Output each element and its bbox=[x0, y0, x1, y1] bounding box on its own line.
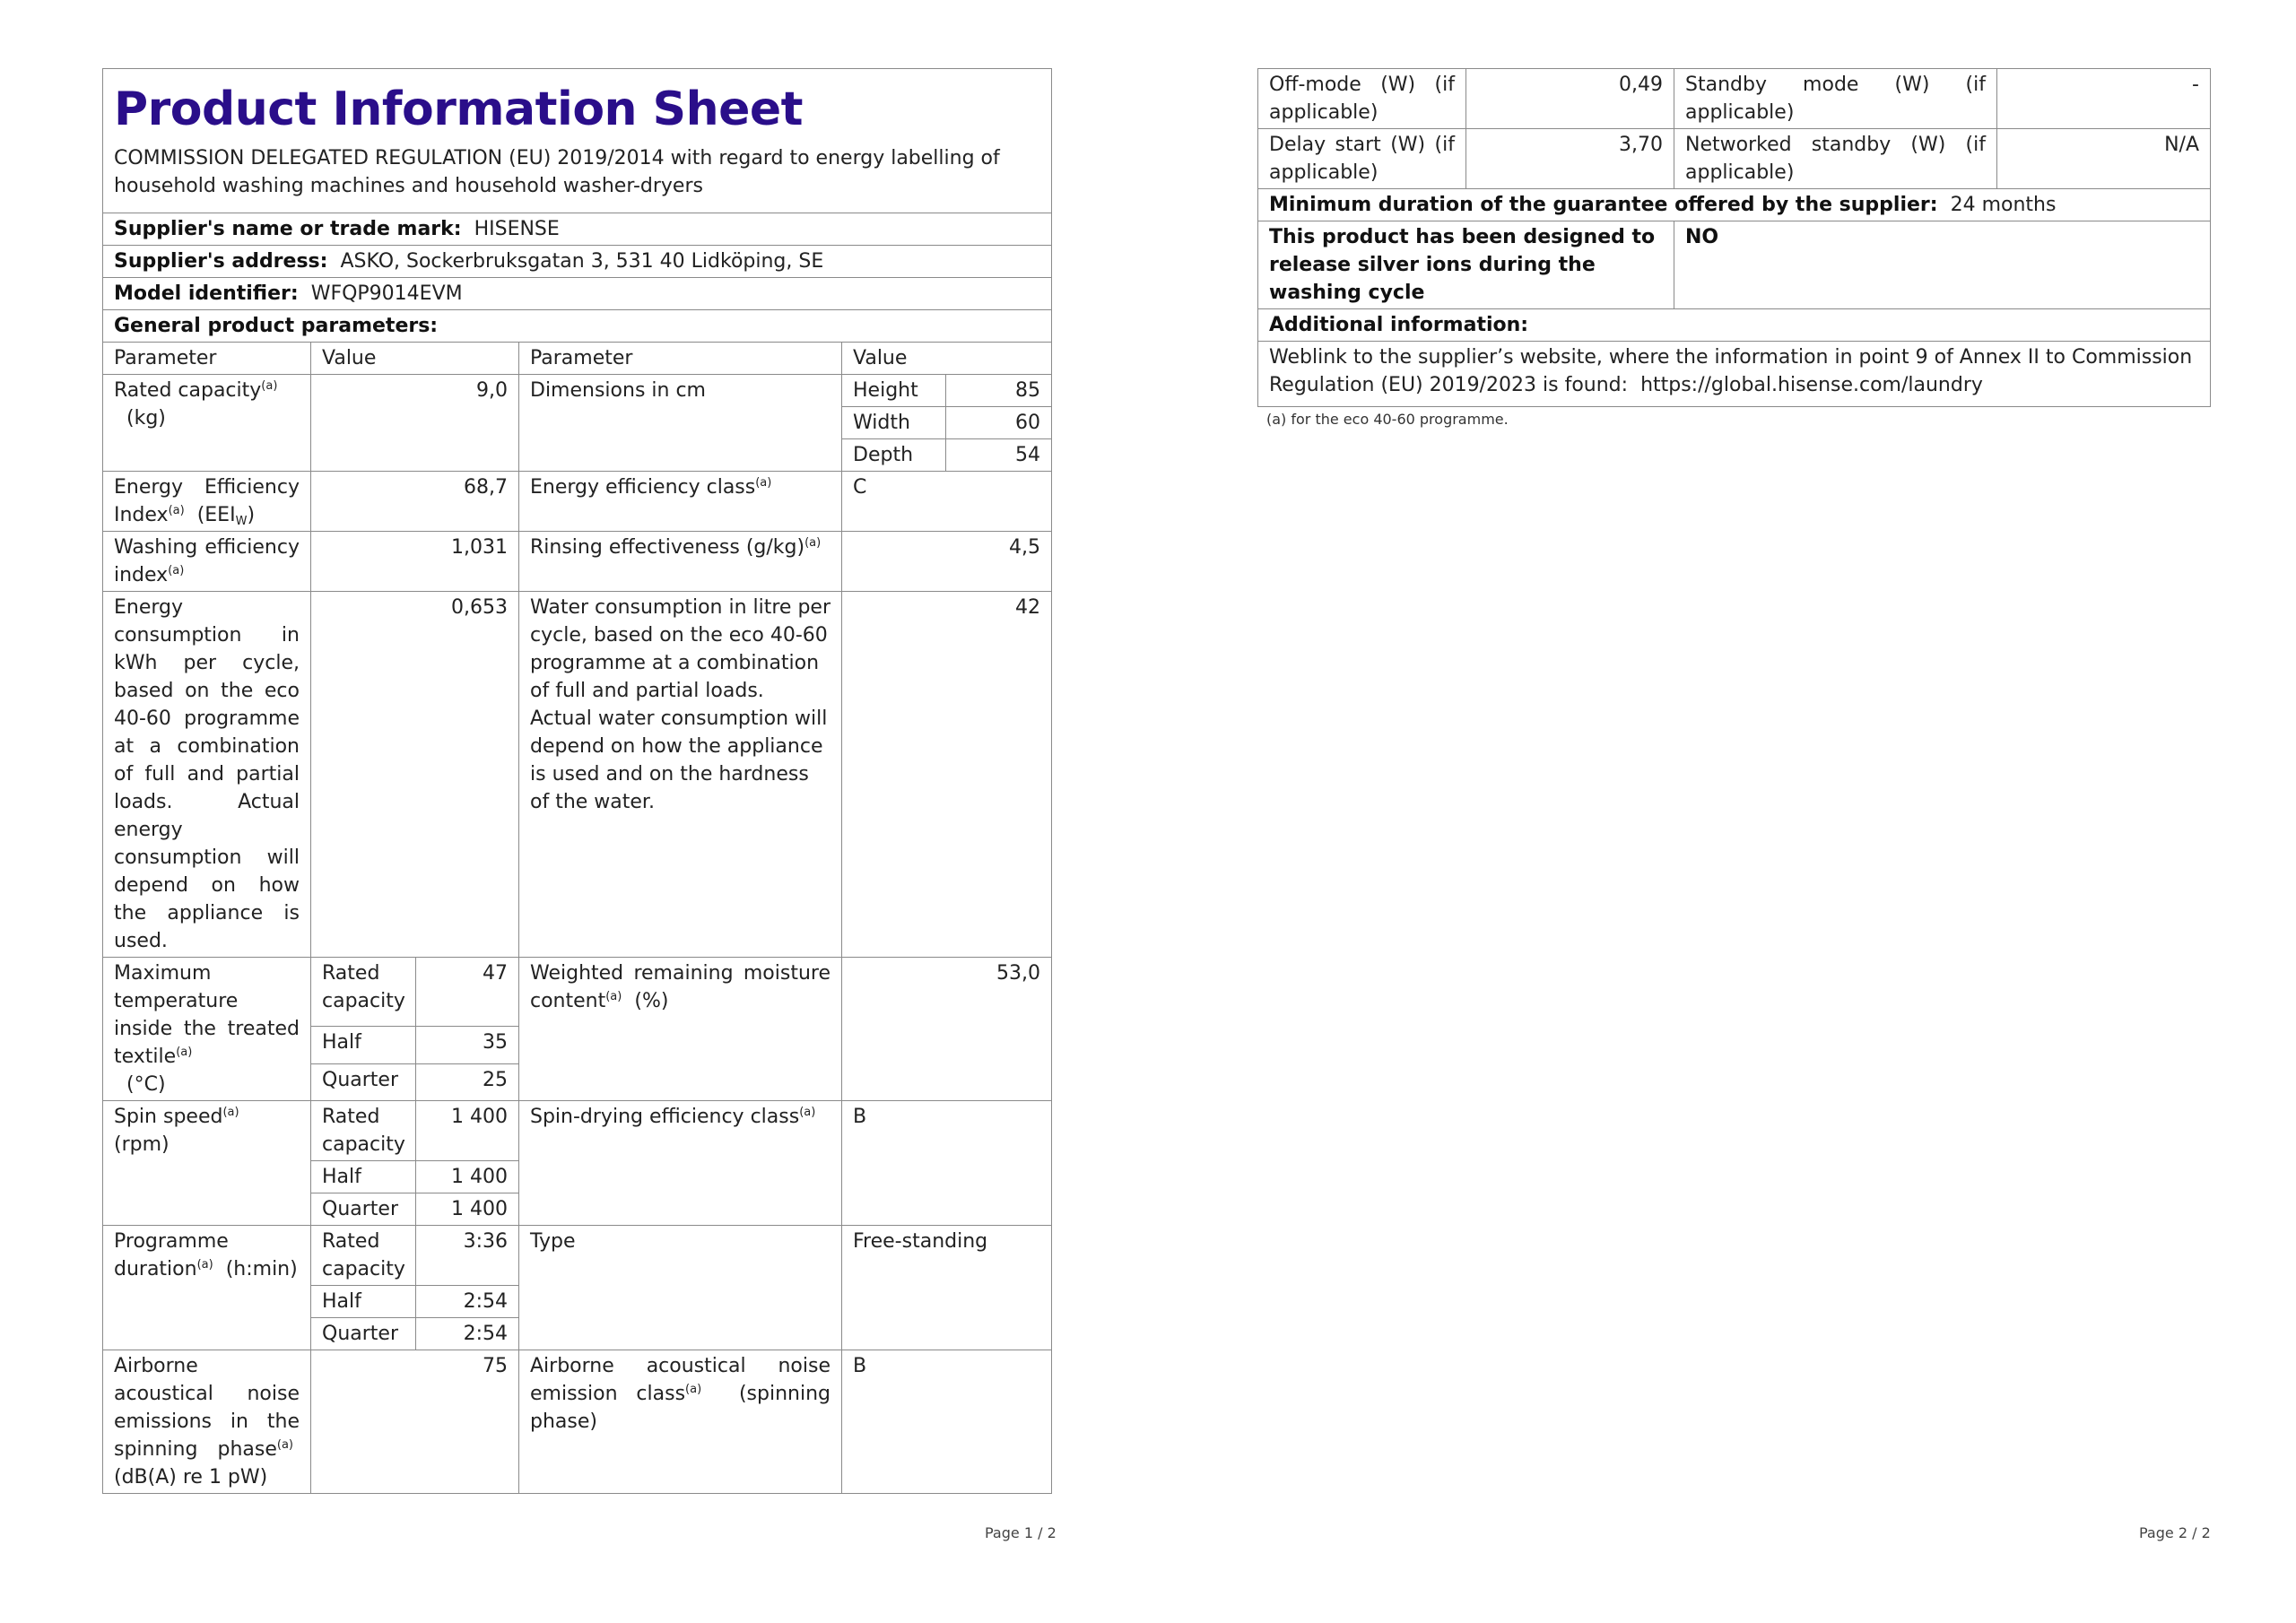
offmode-value: 0,49 bbox=[1466, 69, 1674, 129]
standby-label: Standby mode (W) (if applicable) bbox=[1674, 69, 1997, 129]
noise-class-label: Airborne acoustical noise emission class$^{(a)}$ (spinning phase) bbox=[519, 1350, 842, 1494]
weblink-text: Weblink to the supplier’s website, where the information in point 9 of Annex II to Commission Regulation (EU) 2019/2023 is found: bbox=[1269, 346, 2193, 396]
spin-rated-label: Rated capacity bbox=[311, 1101, 416, 1161]
noise-label: Airborne acoustical noise emissions in the spinning phase$^{(a)}$ (dB(A) re 1 pW) bbox=[103, 1350, 311, 1494]
noise-class-value: B bbox=[842, 1350, 1052, 1494]
col-parameter: Parameter bbox=[103, 343, 311, 375]
col-value: Value bbox=[311, 343, 519, 375]
footnote: (a) for the eco 40-60 programme. bbox=[1266, 411, 1509, 428]
spin-class-label: Spin-drying efficiency class$^{(a)}$ bbox=[519, 1101, 842, 1226]
dur-rated-value: 3:36 bbox=[416, 1226, 519, 1286]
spin-quarter-value: 1 400 bbox=[416, 1193, 519, 1226]
delay-start-label: Delay start (W) (if applicable) bbox=[1258, 129, 1466, 189]
width-label: Width bbox=[842, 407, 946, 439]
spin-class-value: B bbox=[842, 1101, 1052, 1226]
temp-half-value: 35 bbox=[416, 1027, 519, 1063]
rinsing-label: Rinsing effectiveness $(g/kg)^{(a)}$ bbox=[519, 532, 842, 592]
duration-label: Programme duration$^{(a)}$ (h:min) bbox=[103, 1226, 311, 1350]
moisture-value: 53,0 bbox=[842, 958, 1052, 1101]
column-header-row bbox=[103, 343, 1052, 375]
supplier-address: ASKO, Sockerbruksgatan 3, 531 40 Lidköping, SE bbox=[340, 250, 824, 273]
page-number-1: Page 1 / 2 bbox=[985, 1524, 1057, 1541]
standby-value: - bbox=[1997, 69, 2211, 129]
page-number-2: Page 2 / 2 bbox=[2139, 1524, 2211, 1541]
supplier-address-row bbox=[103, 246, 1052, 278]
spin-quarter-label: Quarter bbox=[311, 1193, 416, 1226]
dimensions-label: Dimensions in cm bbox=[519, 375, 842, 472]
supplier-name-label: Supplier's name or trade mark: bbox=[114, 218, 462, 240]
weblink-url[interactable]: https://global.hisense.com/laundry bbox=[1640, 374, 1983, 396]
silver-ions-value: NO bbox=[1674, 221, 2211, 309]
col-parameter-2: Parameter bbox=[519, 343, 842, 375]
dur-quarter-label: Quarter bbox=[311, 1318, 416, 1350]
noise-value: 75 bbox=[311, 1350, 519, 1494]
guarantee-value: 24 months bbox=[1950, 194, 2057, 216]
temp-quarter-label: Quarter bbox=[311, 1063, 416, 1100]
additional-info-table bbox=[1257, 68, 2211, 407]
energy-consumption-label: Energy consumption in kWh per cycle, based on the eco 40-60 programme at a combination of full and partial loads. Actual energy consumption will depend on how the appliance is used. bbox=[103, 592, 311, 958]
guarantee-row bbox=[1258, 189, 2211, 221]
spin-speed-label: Spin speed$^{(a)}$ (rpm) bbox=[103, 1101, 311, 1226]
energy-class-value: C bbox=[842, 472, 1052, 532]
rinsing-value: 4,5 bbox=[842, 532, 1052, 592]
depth-label: Depth bbox=[842, 439, 946, 472]
networked-standby-value: N/A bbox=[1997, 129, 2211, 189]
offmode-label: Off-mode (W) (if applicable) bbox=[1258, 69, 1466, 129]
depth-value: 54 bbox=[946, 439, 1052, 472]
temp-half-label: Half bbox=[311, 1027, 416, 1063]
temp-quarter-value: 25 bbox=[416, 1063, 519, 1100]
additional-info-row bbox=[1258, 309, 2211, 342]
eei-label: Energy Efficiency Index$^{(a)}$ $(EEI_W)$ bbox=[103, 472, 311, 532]
spin-half-value: 1 400 bbox=[416, 1161, 519, 1193]
temp-rated-label: Rated capacity bbox=[311, 958, 416, 1027]
temp-rated-value: 47 bbox=[416, 958, 519, 1027]
energy-consumption-value: 0,653 bbox=[311, 592, 519, 958]
max-temperature-label: Maximum temperature inside the treated textile$^{(a)}$ (°C) bbox=[103, 958, 311, 1101]
silver-ions-label: This product has been designed to release silver ions during the washing cycle bbox=[1258, 221, 1674, 309]
additional-info-label: Additional information: bbox=[1269, 314, 1529, 336]
regulation-text: COMMISSION DELEGATED REGULATION (EU) 2019/2014 with regard to energy labelling of household washing machines and household washer-dryers bbox=[114, 147, 1000, 197]
page-1 bbox=[102, 68, 1051, 1494]
guarantee-label: Minimum duration of the guarantee offered by the supplier: bbox=[1269, 194, 1938, 216]
washing-efficiency-label: Washing efficiency index$^{(a)}$ bbox=[103, 532, 311, 592]
delay-start-value: 3,70 bbox=[1466, 129, 1674, 189]
type-label: Type bbox=[519, 1226, 842, 1350]
model-label: Model identifier: bbox=[114, 282, 299, 305]
spin-half-label: Half bbox=[311, 1161, 416, 1193]
width-value: 60 bbox=[946, 407, 1052, 439]
product-info-table bbox=[102, 68, 1052, 1494]
general-params-label: General product parameters: bbox=[114, 315, 439, 337]
energy-class-label: Energy efficiency class$^{(a)}$ bbox=[519, 472, 842, 532]
water-consumption-value: 42 bbox=[842, 592, 1052, 958]
height-label: Height bbox=[842, 375, 946, 407]
networked-standby-label: Networked standby (W) (if applicable) bbox=[1674, 129, 1997, 189]
col-value-2: Value bbox=[842, 343, 1052, 375]
supplier-name-row bbox=[103, 213, 1052, 246]
general-params-row bbox=[103, 310, 1052, 343]
model-identifier: WFQP9014EVM bbox=[310, 282, 463, 305]
header-cell bbox=[103, 69, 1052, 213]
type-value: Free-standing bbox=[842, 1226, 1052, 1350]
dur-half-label: Half bbox=[311, 1286, 416, 1318]
supplier-address-label: Supplier's address: bbox=[114, 250, 328, 273]
dur-half-value: 2:54 bbox=[416, 1286, 519, 1318]
page-title: Product Information Sheet bbox=[114, 82, 804, 136]
height-value: 85 bbox=[946, 375, 1052, 407]
eei-value: 68,7 bbox=[311, 472, 519, 532]
rated-capacity-label: Rated capacity$^{(a)}$ (kg) bbox=[103, 375, 311, 472]
spin-rated-value: 1 400 bbox=[416, 1101, 519, 1161]
weblink-row bbox=[1258, 342, 2211, 407]
moisture-label: Weighted remaining moisture content$^{(a)}$ (%) bbox=[519, 958, 842, 1101]
washing-efficiency-value: 1,031 bbox=[311, 532, 519, 592]
model-row bbox=[103, 278, 1052, 310]
supplier-name: HISENSE bbox=[474, 218, 560, 240]
page-2 bbox=[1257, 68, 2210, 407]
dur-rated-label: Rated capacity bbox=[311, 1226, 416, 1286]
water-consumption-label: Water consumption in litre per cycle, based on the eco 40-60 programme at a combination of full and partial loads. Actual water consumption will depend on how the appliance is used and on the hardness of the water. bbox=[519, 592, 842, 958]
rated-capacity-value: 9,0 bbox=[311, 375, 519, 472]
dur-quarter-value: 2:54 bbox=[416, 1318, 519, 1350]
